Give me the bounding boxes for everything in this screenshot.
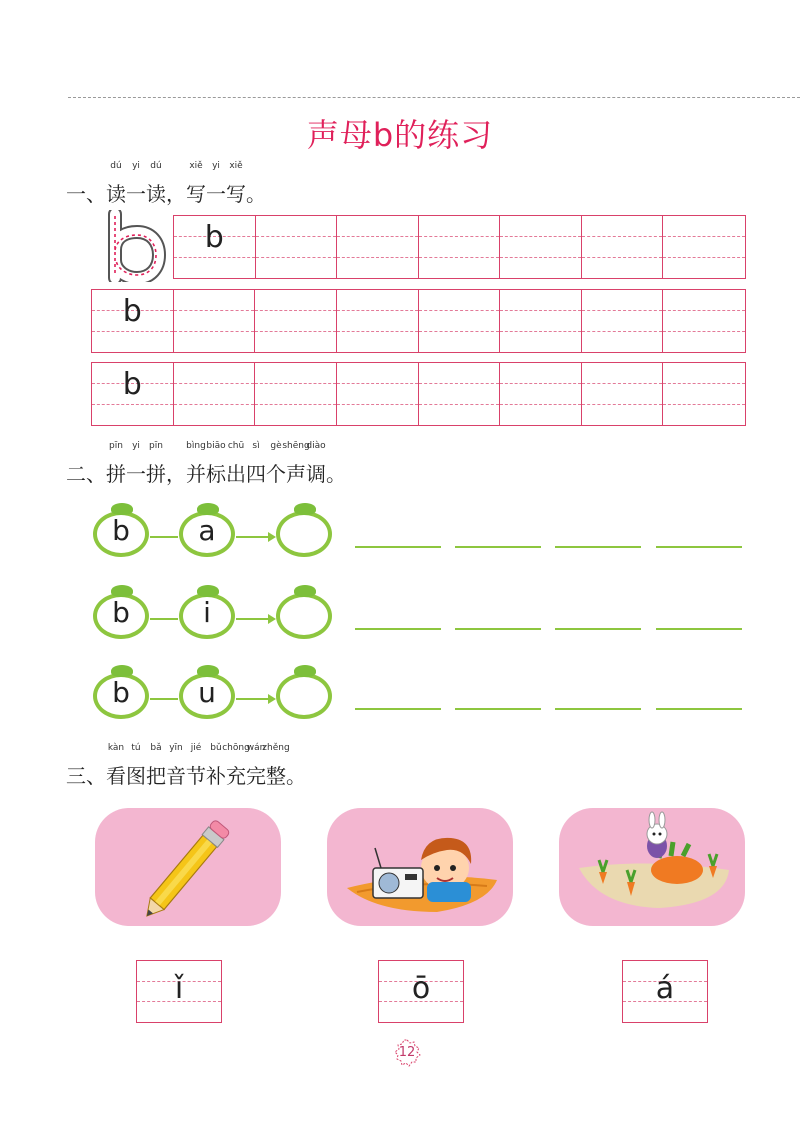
writing-cell[interactable] [582, 290, 664, 352]
pinyin-annotation: pīn [109, 441, 123, 451]
pinyin-annotation: shēng [282, 441, 310, 451]
pinyin-annotation: biāo [206, 441, 226, 451]
section-3-instruction [106, 743, 306, 788]
rabbit-pulling-carrot-icon [559, 808, 745, 926]
hanzi-character: ， [166, 462, 186, 486]
answer-line[interactable] [355, 628, 441, 630]
hanzi-character: 读 [106, 182, 126, 206]
writing-cell[interactable] [337, 216, 419, 278]
result-bubble[interactable] [274, 585, 334, 641]
answer-line[interactable] [656, 628, 742, 630]
hanzi-character: 补 [206, 764, 226, 788]
picture-card-radio [327, 808, 513, 926]
hanzi-character: 写 [226, 182, 246, 206]
writing-cell[interactable] [174, 216, 256, 278]
letter-b-stroke-guide-icon [101, 210, 173, 282]
hanzi-character: 完 [246, 764, 266, 788]
syllable-part: i [203, 596, 211, 629]
answer-line[interactable] [455, 708, 541, 710]
syllable-part: b [112, 514, 130, 547]
hanzi-character: 拼 [106, 462, 126, 486]
writing-cell[interactable] [663, 216, 745, 278]
page-number: 12 [398, 1045, 416, 1060]
writing-cell[interactable] [582, 216, 664, 278]
initial-bubble [91, 503, 151, 559]
heading-word [206, 743, 226, 789]
pinyin-annotation: bǎ [150, 743, 162, 753]
hanzi-character: 标 [206, 462, 226, 486]
heading-word [222, 743, 250, 789]
pinyin-annotation: sì [252, 441, 260, 451]
heading-word [326, 458, 346, 487]
hanzi-character: ， [166, 182, 186, 206]
pinyin-annotation: chōng [222, 743, 250, 753]
picture-card-pencil [95, 808, 281, 926]
hanzi-character: 节 [186, 764, 206, 788]
hanzi-character: 看 [106, 764, 126, 788]
pinyin-annotation: yi [132, 441, 140, 451]
heading-word [282, 441, 310, 487]
initial-bubble [91, 665, 151, 721]
writing-cell[interactable] [500, 216, 582, 278]
heading-word [206, 441, 226, 487]
heading-word [166, 743, 186, 789]
section-1-instruction [106, 161, 266, 206]
syllable-part: b [112, 676, 130, 709]
example-letter: b [122, 367, 142, 402]
writing-cell[interactable] [663, 290, 745, 352]
pinyin-annotation: pīn [149, 441, 163, 451]
pinyin-annotation: yi [132, 161, 140, 171]
section-3-number: 三、 [66, 764, 106, 788]
answer-box-1[interactable] [136, 960, 222, 1023]
pinyin-annotation: yi [212, 161, 220, 171]
writing-cell[interactable] [419, 363, 501, 425]
boy-with-radio-icon [327, 808, 513, 926]
heading-word [186, 743, 206, 789]
answer-line[interactable] [355, 546, 441, 548]
heading-word [186, 161, 206, 207]
section-1-number: 一、 [66, 182, 106, 206]
writing-cell[interactable] [500, 363, 582, 425]
hanzi-character: 一 [206, 182, 226, 206]
section-2-instruction [106, 441, 346, 486]
heading-word [126, 743, 146, 789]
pinyin-annotation: yīn [169, 743, 183, 753]
heading-word [266, 441, 286, 487]
pinyin-annotation: xiě [229, 161, 243, 171]
arrow-right-icon [236, 531, 276, 543]
writing-cell[interactable] [174, 363, 256, 425]
pinyin-annotation: dú [150, 161, 162, 171]
answer-line[interactable] [555, 546, 641, 548]
heading-word [126, 441, 146, 487]
pencil-icon [95, 808, 281, 926]
initial-bubble [91, 585, 151, 641]
hanzi-character: 把 [146, 764, 166, 788]
answer-line[interactable] [455, 546, 541, 548]
hanzi-character: 一 [126, 462, 146, 486]
picture-card-carrot [559, 808, 745, 926]
arrow-right-icon [236, 693, 276, 705]
hanzi-character: 写 [186, 182, 206, 206]
hanzi-character: 充 [226, 764, 246, 788]
writing-cell[interactable] [419, 216, 501, 278]
hanzi-character: 。 [286, 764, 306, 788]
connector-line [150, 698, 178, 700]
syllable-part: a [198, 514, 216, 547]
hanzi-character: 。 [246, 182, 266, 206]
writing-cell[interactable] [337, 290, 419, 352]
connector-line [150, 536, 178, 538]
arrow-right-icon [236, 613, 276, 625]
leaf-icon [294, 585, 316, 597]
heading-word [106, 441, 126, 487]
tone-mark-2: ō [411, 971, 431, 1006]
writing-cell[interactable] [419, 290, 501, 352]
hanzi-character: 整 [266, 764, 286, 788]
answer-box-3[interactable] [622, 960, 708, 1023]
writing-cell[interactable] [255, 290, 337, 352]
hanzi-character: 声 [286, 462, 306, 486]
hanzi-character: 个 [266, 462, 286, 486]
hanzi-character: 并 [186, 462, 206, 486]
writing-cell[interactable] [174, 290, 256, 352]
heading-word [286, 760, 306, 789]
hanzi-character: 出 [226, 462, 246, 486]
heading-word [146, 743, 166, 789]
section-2-number: 二、 [66, 462, 106, 486]
heading-word [166, 458, 186, 487]
top-dashed-rule [68, 97, 800, 98]
syllable-part: u [198, 676, 216, 709]
final-bubble [177, 665, 237, 721]
section-1-heading [66, 161, 266, 207]
section-2-heading [66, 441, 346, 487]
heading-word [226, 161, 246, 207]
heading-word [106, 743, 126, 789]
answer-box-2[interactable] [378, 960, 464, 1023]
final-bubble [177, 503, 237, 559]
heading-word [246, 178, 266, 207]
writing-cell[interactable] [92, 363, 174, 425]
heading-word [146, 161, 166, 207]
heading-word [166, 178, 186, 207]
heading-word [246, 441, 266, 487]
section-3-heading [66, 743, 306, 789]
heading-word [106, 161, 126, 207]
heading-word [186, 441, 206, 487]
connector-line [150, 618, 178, 620]
hanzi-character: 四 [246, 462, 266, 486]
heading-word [306, 441, 326, 487]
answer-line[interactable] [355, 708, 441, 710]
pinyin-annotation: diào [306, 441, 326, 451]
writing-grid-row-1 [173, 215, 746, 279]
pinyin-annotation: dú [110, 161, 122, 171]
pinyin-annotation: gè [270, 441, 282, 451]
example-letter: b [204, 220, 224, 255]
pinyin-annotation: bìng [186, 441, 206, 451]
pinyin-annotation: bǔ [210, 743, 222, 753]
leaf-icon [294, 503, 316, 515]
final-bubble [177, 585, 237, 641]
hanzi-character: 读 [146, 182, 166, 206]
hanzi-character: 图 [126, 764, 146, 788]
writing-cell[interactable] [582, 363, 664, 425]
heading-word [246, 743, 266, 789]
writing-cell[interactable] [255, 363, 337, 425]
tone-mark-1: ǐ [174, 971, 184, 1006]
tone-mark-3: á [655, 971, 675, 1006]
pinyin-annotation: zhěng [262, 743, 290, 753]
pinyin-annotation: jié [190, 743, 202, 753]
result-bubble[interactable] [274, 503, 334, 559]
answer-line[interactable] [555, 708, 641, 710]
writing-grid-row-3 [91, 362, 746, 426]
page-title: 声母b的练习 [306, 116, 494, 154]
hanzi-character: 音 [166, 764, 186, 788]
pinyin-annotation: xiě [189, 161, 203, 171]
heading-word [146, 441, 166, 487]
answer-line[interactable] [656, 708, 742, 710]
writing-cell[interactable] [337, 363, 419, 425]
answer-line[interactable] [555, 628, 641, 630]
writing-cell[interactable] [500, 290, 582, 352]
page-number-badge [393, 1039, 421, 1067]
answer-line[interactable] [455, 628, 541, 630]
heading-word [262, 743, 290, 789]
answer-line[interactable] [656, 546, 742, 548]
result-bubble[interactable] [274, 665, 334, 721]
heading-word [206, 161, 226, 207]
example-letter: b [122, 294, 142, 329]
leaf-icon [294, 665, 316, 677]
hanzi-character: 一 [126, 182, 146, 206]
hanzi-character: 拼 [146, 462, 166, 486]
hanzi-character: 调 [306, 462, 326, 486]
pinyin-annotation: chū [227, 441, 245, 451]
pinyin-annotation: wán [246, 743, 266, 753]
writing-cell[interactable] [663, 363, 745, 425]
writing-cell[interactable] [92, 290, 174, 352]
heading-word [126, 161, 146, 207]
hanzi-character: 。 [326, 462, 346, 486]
writing-cell[interactable] [256, 216, 338, 278]
syllable-part: b [112, 596, 130, 629]
pinyin-annotation: tú [131, 743, 141, 753]
heading-word [226, 441, 246, 487]
pinyin-annotation: kàn [107, 743, 125, 753]
writing-grid-row-2 [91, 289, 746, 353]
